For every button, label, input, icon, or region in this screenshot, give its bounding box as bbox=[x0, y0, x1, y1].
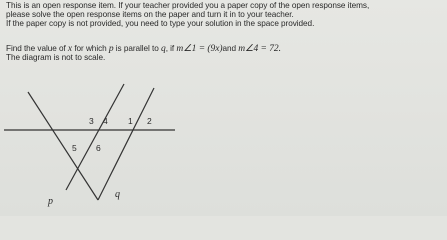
variable-q: q bbox=[161, 44, 166, 54]
question-text-start: Find the value of bbox=[6, 44, 68, 53]
line-label-q: q bbox=[115, 189, 120, 200]
angle-label-3: 3 bbox=[89, 116, 94, 126]
angle-label-4: 4 bbox=[103, 116, 108, 126]
line-p-left bbox=[28, 92, 98, 200]
angle-label-1: 1 bbox=[128, 116, 133, 126]
angle-4-expression: m∠4 = 72. bbox=[238, 44, 281, 54]
angle-label-5: 5 bbox=[72, 143, 77, 153]
instructions-line-2-text: please solve the open response items on the paper and turn it in to your teacher. bbox=[6, 10, 294, 19]
line-label-p: p bbox=[48, 196, 53, 207]
diagram-note-text: The diagram is not to scale. bbox=[6, 53, 106, 62]
line-q bbox=[98, 88, 154, 200]
instructions-line-1-text: This is an open response item. If your teacher provided you a paper copy of the open response items, bbox=[6, 1, 370, 10]
angle-label-2: 2 bbox=[147, 116, 152, 126]
question-text-for-which: for which bbox=[72, 44, 109, 53]
line-p-right bbox=[66, 84, 124, 190]
question-text-and: and bbox=[222, 44, 239, 53]
question-text-if: , if bbox=[165, 44, 177, 53]
angle-label-6: 6 bbox=[96, 143, 101, 153]
question-text-parallel: is parallel to bbox=[113, 44, 162, 53]
angle-1-expression: m∠1 = (9x) bbox=[176, 44, 223, 54]
variable-p: p bbox=[108, 44, 114, 54]
instructions-line-3-text: If the paper copy is not provided, you need to type your solution in the space provided. bbox=[6, 19, 315, 28]
variable-x: x bbox=[67, 44, 73, 54]
